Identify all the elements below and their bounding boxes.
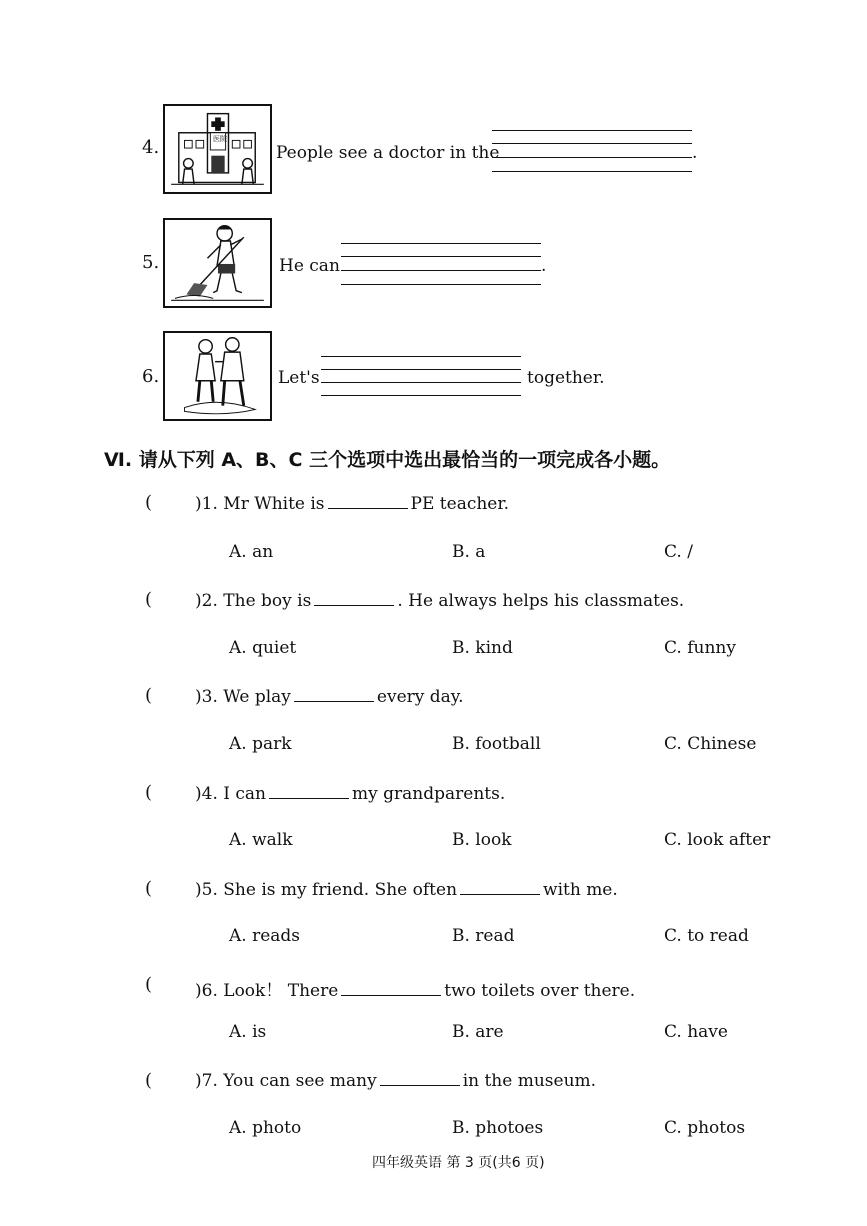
question-before: Look！ There <box>223 981 339 1001</box>
option-a: A. is <box>229 1022 267 1042</box>
item-6-suffix: together. <box>527 368 605 388</box>
sweeping-boy-icon <box>165 220 270 306</box>
item-4-suffix: . <box>692 143 698 163</box>
question-3 <box>195 687 464 707</box>
section-title: Ⅵ. 请从下列 A、B、C 三个选项中选出最恰当的一项完成各小题。 <box>104 449 671 471</box>
question-number: 4. <box>201 784 218 804</box>
writing-line[interactable] <box>341 243 541 244</box>
walking-picture <box>163 331 272 421</box>
answer-paren-close: ) <box>195 687 202 707</box>
question-number: 3. <box>201 687 218 707</box>
item-6-prompt: Let's <box>278 368 320 388</box>
option-a: A. quiet <box>229 638 297 658</box>
question-7 <box>195 1071 596 1091</box>
question-4 <box>195 784 505 804</box>
hospital-picture <box>163 104 272 194</box>
question-number: 5. <box>201 880 218 900</box>
question-number: 6. <box>201 981 218 1001</box>
option-b: B. football <box>452 734 541 754</box>
question-after: every day. <box>376 687 464 707</box>
answer-paren-open[interactable]: ( <box>145 878 153 899</box>
answer-paren-close: ) <box>195 494 202 514</box>
sweeping-picture <box>163 218 272 308</box>
answer-blank[interactable] <box>341 981 441 996</box>
question-before: The boy is <box>223 591 312 611</box>
option-a: A. park <box>229 734 292 754</box>
question-6 <box>195 976 635 1001</box>
option-b: B. kind <box>452 638 513 658</box>
option-b: B. are <box>452 1022 504 1042</box>
option-a: A. walk <box>229 830 293 850</box>
answer-blank[interactable] <box>314 591 394 606</box>
option-c: C. to read <box>664 926 749 946</box>
option-c: C. Chinese <box>664 734 757 754</box>
answer-paren-close: ) <box>195 784 202 804</box>
option-a: A. photo <box>229 1118 302 1138</box>
answer-blank[interactable] <box>269 784 349 799</box>
question-before: Mr White is <box>223 494 325 514</box>
writing-line[interactable] <box>321 356 521 357</box>
question-number: 2. <box>201 591 218 611</box>
answer-blank[interactable] <box>380 1071 460 1086</box>
answer-paren-close: ) <box>195 591 202 611</box>
answer-paren-close: ) <box>195 880 202 900</box>
answer-blank[interactable] <box>328 494 408 509</box>
option-a: A. an <box>229 542 274 562</box>
option-b: B. photoes <box>452 1118 544 1138</box>
answer-paren-close: ) <box>195 981 202 1001</box>
item-5-number: 5. <box>142 252 160 273</box>
hospital-sign: 医院 <box>213 135 227 143</box>
answer-paren-open[interactable]: ( <box>145 1070 153 1091</box>
question-number: 7. <box>201 1071 218 1091</box>
question-after: in the museum. <box>462 1071 597 1091</box>
walking-couple-icon <box>165 333 270 419</box>
answer-paren-open[interactable]: ( <box>145 492 153 513</box>
answer-paren-open[interactable]: ( <box>145 974 153 995</box>
answer-paren-close: ) <box>195 1071 202 1091</box>
option-a: A. reads <box>229 926 301 946</box>
question-before: You can see many <box>223 1071 377 1091</box>
writing-line[interactable] <box>321 395 521 396</box>
writing-line[interactable] <box>341 270 541 271</box>
writing-line[interactable] <box>321 382 521 383</box>
answer-paren-open[interactable]: ( <box>145 685 153 706</box>
question-after: two toilets over there. <box>444 981 636 1001</box>
option-c: C. / <box>664 542 693 562</box>
item-5-suffix: . <box>541 256 547 276</box>
question-after: my grandparents. <box>352 784 506 804</box>
hospital-icon <box>165 106 270 192</box>
option-c: C. look after <box>664 830 771 850</box>
writing-line[interactable] <box>341 284 541 285</box>
page-footer: 四年级英语 第 3 页(共6 页) <box>372 1155 545 1171</box>
writing-line[interactable] <box>321 369 521 370</box>
writing-line[interactable] <box>492 171 692 172</box>
question-number: 1. <box>201 494 218 514</box>
question-after: . He always helps his classmates. <box>397 591 685 611</box>
question-before: She is my friend. She often <box>223 880 458 900</box>
item-5-prompt: He can <box>279 256 340 276</box>
answer-paren-open[interactable]: ( <box>145 782 153 803</box>
answer-blank[interactable] <box>294 687 374 702</box>
answer-blank[interactable] <box>460 880 540 895</box>
writing-line[interactable] <box>492 157 692 158</box>
option-b: B. read <box>452 926 515 946</box>
option-b: B. a <box>452 542 486 562</box>
question-before: I can <box>223 784 267 804</box>
option-b: B. look <box>452 830 512 850</box>
question-before: We play <box>223 687 291 707</box>
question-5 <box>195 880 618 900</box>
item-4-prompt: People see a doctor in the <box>276 143 500 163</box>
question-1 <box>195 494 509 514</box>
question-2 <box>195 591 684 611</box>
writing-line[interactable] <box>341 256 541 257</box>
writing-line[interactable] <box>492 143 692 144</box>
question-after: with me. <box>543 880 618 900</box>
option-c: C. have <box>664 1022 728 1042</box>
option-c: C. photos <box>664 1118 746 1138</box>
item-6-number: 6. <box>142 366 160 387</box>
answer-paren-open[interactable]: ( <box>145 589 153 610</box>
option-c: C. funny <box>664 638 736 658</box>
writing-line[interactable] <box>492 130 692 131</box>
question-after: PE teacher. <box>410 494 510 514</box>
item-4-number: 4. <box>142 137 160 158</box>
